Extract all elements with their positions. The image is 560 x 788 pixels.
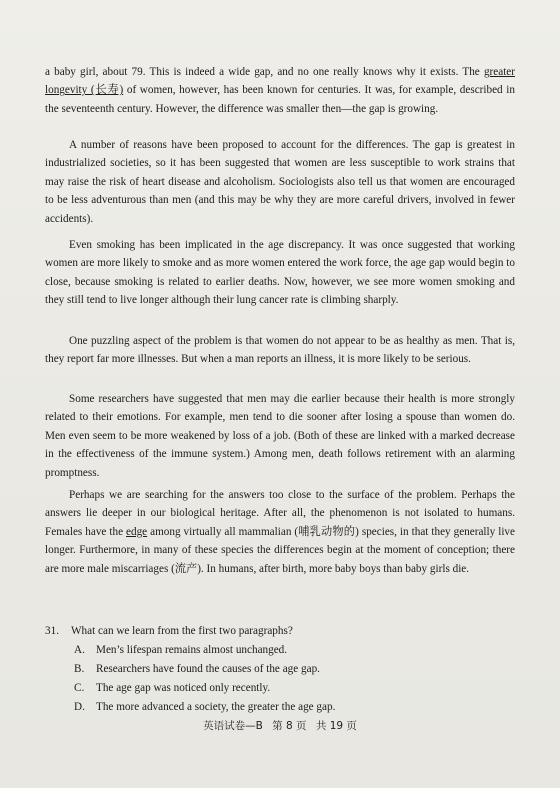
paragraph-3 [45, 236, 515, 310]
paragraph-3-text: Even smoking has been implicated in the age discrepancy. It was once suggested that working women are more likely to smoke and as more women entered the work force, the age gap would begin to close, because smoking is related to earlier deaths. Now, however, we see more women smoking and they still tend to live longer although their lung cancer rate is climbing sharply. [45, 239, 515, 307]
option-letter: D. [74, 701, 85, 713]
paragraph-5-text: Some researchers have suggested that men may die earlier because their health is more strongly related to their emotions. For example, men tend to die sooner after losing a spouse than women do. Men even seem to be more weakened by loss of a job. (Both of these are linked with a marked decrease in the effectiveness of the immune system.) Among men, death follows retirement with an alarming promptness. [45, 393, 515, 479]
question-number: 31. [45, 625, 59, 637]
paragraph-6 [45, 486, 515, 578]
underlined-phrase-longevity: greater longevity (长寿) [45, 66, 515, 97]
option-letter: C. [74, 682, 85, 694]
paragraph-1 [45, 63, 515, 118]
question-stem-text: What can we learn from the first two paragraphs? [71, 625, 293, 637]
option-a [74, 641, 287, 660]
question-31-stem [45, 622, 515, 641]
option-text: Men’s lifespan remains almost unchanged. [96, 644, 288, 656]
option-d [74, 698, 335, 717]
option-letter: A. [74, 644, 85, 656]
paragraph-4 [45, 332, 515, 369]
option-text: Researchers have found the causes of the age gap. [96, 663, 320, 675]
footer-page-total: 共 19 页 [315, 720, 357, 732]
paragraph-2-text: A number of reasons have been proposed to account for the differences. The gap is greatest in industrialized societies, so it has been suggested that women are less susceptible to work strains that may raise the risk of heart disease and alcoholism. Sociologists also tell us that women are encouraged to be less adventurous than men (and this may be why they are more careful drivers, involved in fewer accidents). [45, 139, 515, 225]
paragraph-2 [45, 136, 515, 228]
paragraph-5 [45, 390, 515, 482]
paragraph-4-text: One puzzling aspect of the problem is that women do not appear to be as healthy as men. That is, they report far more illnesses. But when a man reports an illness, it is more likely to be serious. [45, 335, 515, 366]
option-letter: B. [74, 663, 85, 675]
option-b [74, 660, 320, 679]
paragraph-1-text-cont: of women, however, has been known for centuries. It was, for example, described in the seventeenth century. However, the difference was smaller then—the gap is growing. [45, 84, 515, 115]
paragraph-6-text: Perhaps we are searching for the answers too close to the surface of the problem. Perhaps the answers lie deeper in our biological heritage. After all, the phenomenon is not isolated to humans. Females have the [45, 489, 515, 538]
footer-page-number: 第 8 页 [272, 720, 307, 732]
underlined-word-edge: edge [126, 525, 148, 538]
paragraph-1-text: a baby girl, about 79. This is indeed a wide gap, and no one really knows why it exists. The [45, 66, 484, 78]
option-text: The age gap was noticed only recently. [96, 682, 271, 694]
footer-exam-name: 英语试卷—B [203, 720, 263, 732]
option-c [74, 679, 270, 698]
paragraph-6-text-cont: among virtually all mammalian (哺乳动物的) species, in that they generally live longer. Furthermore, in many of these species the differences begin at the moment of conception; there are more male miscarriages (流产). In humans, after birth, more baby boys than baby girls die. [45, 525, 515, 575]
page-footer [0, 718, 560, 733]
option-text: The more advanced a society, the greater the age gap. [96, 701, 336, 713]
